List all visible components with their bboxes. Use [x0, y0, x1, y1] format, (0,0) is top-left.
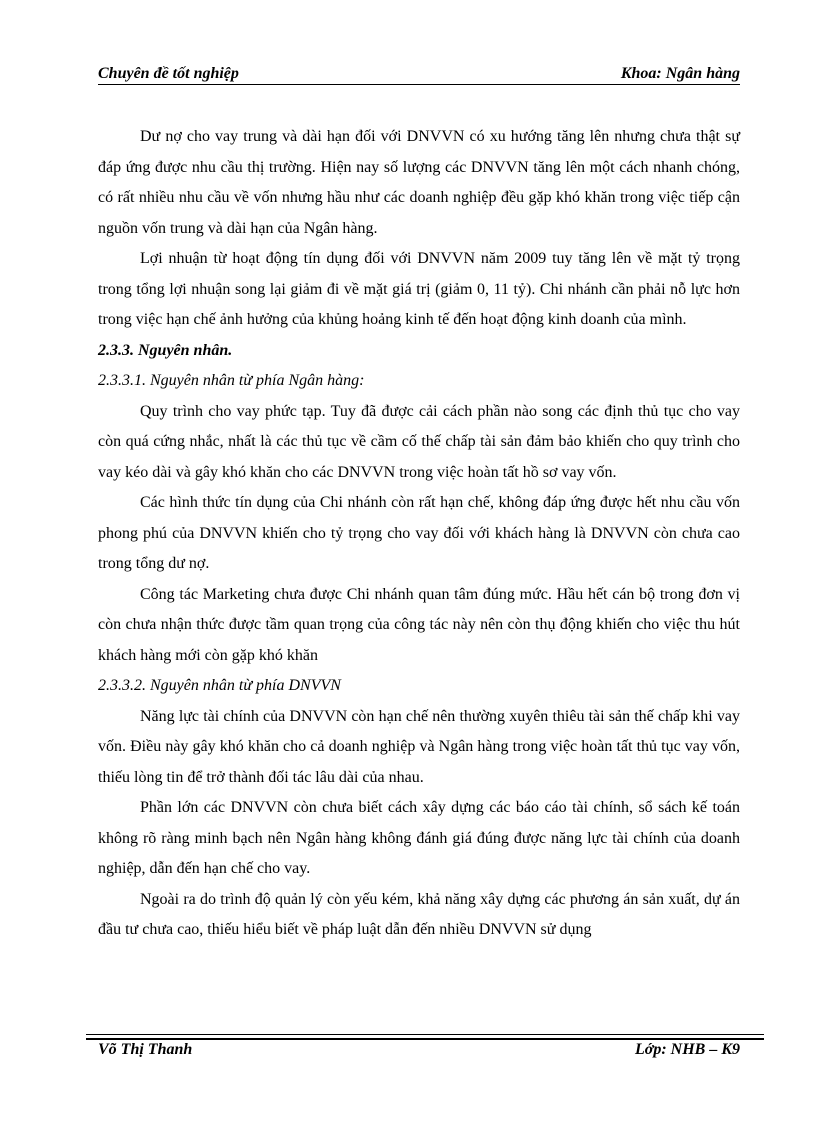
document-body [98, 122, 740, 946]
paragraph-management: Ngoài ra do trình độ quản lý còn yếu kém, khả năng xây dựng các phương án sản xuất, dự án đầu tư chưa cao, thiếu hiểu biết về pháp luật dẫn đến nhiều DNVVN sử dụng [98, 890, 740, 938]
paragraph-credit-forms: Các hình thức tín dụng của Chi nhánh còn rất hạn chế, không đáp ứng được hết nhu cầu vốn phong phú của DNVVN khiến cho tỷ trọng cho vay đối với khách hàng là DNVVN còn chưa cao trong tổng dư nợ. [98, 494, 740, 572]
subsection-heading-sme-causes: 2.3.3.2. Nguyên nhân từ phía DNVVN [98, 677, 341, 694]
header-rule [98, 84, 740, 85]
paragraph-financial-capacity: Năng lực tài chính của DNVVN còn hạn chế nên thường xuyên thiêu tài sản thế chấp khi vay vốn. Điều này gây khó khăn cho cả doanh nghiệp và Ngân hàng trong việc hoàn tất thủ tục vay vốn, thiếu lòng tin để trở thành đối tác lâu dài của nhau. [98, 707, 740, 786]
page-header [98, 62, 740, 86]
footer-class: Lớp: NHB – K9 [634, 1041, 740, 1058]
footer-author: Võ Thị Thanh [98, 1041, 193, 1058]
page-footer [98, 1038, 740, 1062]
subsection-heading-bank-causes: 2.3.3.1. Nguyên nhân từ phía Ngân hàng: [98, 372, 365, 389]
paragraph-loan-balance: Dư nợ cho vay trung và dài hạn đối với DNVVN có xu hướng tăng lên nhưng chưa thật sự đáp ứng được nhu cầu thị trường. Hiện nay số lượng các DNVVN tăng lên một cách nhanh chóng, có rất nhiều nhu cầu về vốn nhưng hầu như các doanh nghiệp đều gặp khó khăn trong việc tiếp cận nguồn vốn trung và dài hạn của Ngân hàng. [98, 128, 740, 237]
paragraph-marketing: Công tác Marketing chưa được Chi nhánh quan tâm đúng mức. Hầu hết cán bộ trong đơn vị còn chưa nhận thức được tầm quan trọng của công tác này nên còn thụ động khiến cho việc thu hút khách hàng mới còn gặp khó khăn [98, 585, 740, 664]
footer-rule-thin [86, 1034, 764, 1035]
header-faculty: Khoa: Ngân hàng [620, 65, 740, 82]
header-document-type: Chuyên đề tốt nghiệp [98, 65, 239, 82]
paragraph-financial-reports: Phần lớn các DNVVN còn chưa biết cách xây dựng các báo cáo tài chính, sổ sách kế toán không rõ ràng minh bạch nên Ngân hàng không đánh giá đúng được năng lực tài chính của doanh nghiệp, dẫn đến hạn chế cho vay. [98, 799, 740, 877]
section-heading-causes: 2.3.3. Nguyên nhân. [98, 341, 233, 359]
paragraph-loan-procedure: Quy trình cho vay phức tạp. Tuy đã được cải cách phần nào song các định thủ tục cho vay còn quá cứng nhắc, nhất là các thủ tục về cầm cố thế chấp tài sản đảm bảo khiến cho quy trình cho vay kéo dài và gây khó khăn cho các DNVVN trong việc hoàn tất hồ sơ vay vốn. [98, 402, 740, 481]
paragraph-profit: Lợi nhuận từ hoạt động tín dụng đối với DNVVN năm 2009 tuy tăng lên về mặt tỷ trọng trong tổng lợi nhuận song lại giảm đi về mặt giá trị (giảm 0, 11 tỷ). Chi nhánh cần phải nỗ lực hơn trong việc hạn chế ảnh hưởng của khủng hoảng kinh tế đến hoạt động kinh doanh của mình. [98, 250, 740, 328]
